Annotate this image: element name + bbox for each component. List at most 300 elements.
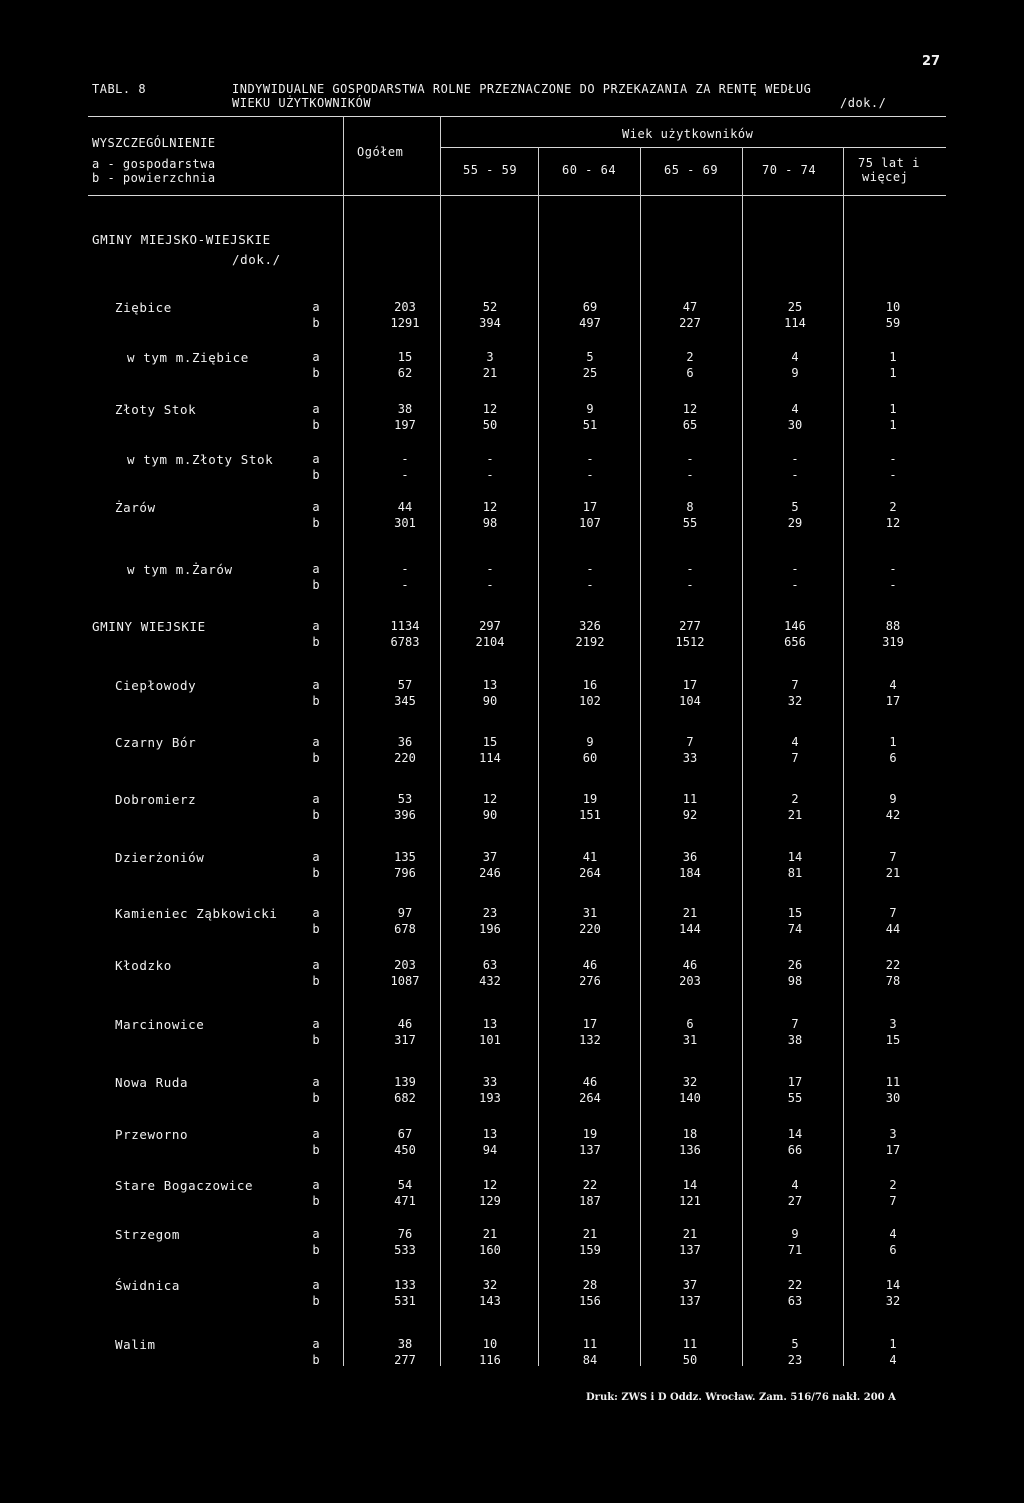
row-indicator-a: a xyxy=(312,1017,320,1031)
row-indicator-a: a xyxy=(312,500,320,514)
table-cell: 60 xyxy=(582,751,598,765)
table-cell: 69 xyxy=(582,300,598,314)
table-cell: - xyxy=(686,452,694,466)
table-cell: 63 xyxy=(787,1294,803,1308)
table-cell: 121 xyxy=(679,1194,701,1208)
row-indicator-b: b xyxy=(312,808,320,822)
table-cell: 197 xyxy=(394,418,416,432)
row-indicator-b: b xyxy=(312,316,320,330)
table-cell: 678 xyxy=(394,922,416,936)
table-cell: 159 xyxy=(579,1243,601,1257)
table-cell: 97 xyxy=(397,906,413,920)
row-label: Marcinowice xyxy=(115,1017,205,1032)
table-cell: 62 xyxy=(397,366,413,380)
table-cell: 7 xyxy=(791,751,799,765)
table-cell: 5 xyxy=(791,500,799,514)
table-cell: 101 xyxy=(479,1033,501,1047)
table-cell: 1087 xyxy=(390,974,420,988)
header-col-75plus-line1: 75 lat i xyxy=(858,156,920,170)
table-cell: 21 xyxy=(682,1227,698,1241)
table-cell: 187 xyxy=(579,1194,601,1208)
table-cell: 46 xyxy=(582,1075,598,1089)
table-cell: 137 xyxy=(679,1294,701,1308)
row-indicator-b: b xyxy=(312,468,320,482)
table-cell: 4 xyxy=(889,1227,897,1241)
table-cell: 7 xyxy=(889,906,897,920)
table-cell: - xyxy=(889,562,897,576)
table-cell: 2 xyxy=(889,1178,897,1192)
table-cell: 184 xyxy=(679,866,701,880)
table-cell: 9 xyxy=(586,402,594,416)
table-cell: - xyxy=(791,578,799,592)
table-cell: 67 xyxy=(397,1127,413,1141)
row-indicator-a: a xyxy=(312,958,320,972)
table-cell: 15 xyxy=(397,350,413,364)
table-cell: 23 xyxy=(482,906,498,920)
table-title-line2: WIEKU UŻYTKOWNIKÓW xyxy=(232,96,372,110)
header-legend-b: b - powierzchnia xyxy=(92,171,216,185)
table-cell: 193 xyxy=(479,1091,501,1105)
row-indicator-b: b xyxy=(312,751,320,765)
table-cell: 12 xyxy=(885,516,901,530)
header-legend-a: a - gospodarstwa xyxy=(92,157,216,171)
row-indicator-b: b xyxy=(312,635,320,649)
page-number: 27 xyxy=(922,54,941,69)
table-cell: 7 xyxy=(791,678,799,692)
row-indicator-a: a xyxy=(312,850,320,864)
row-indicator-b: b xyxy=(312,974,320,988)
table-cell: 497 xyxy=(579,316,601,330)
table-cell: 15 xyxy=(787,906,803,920)
table-title-continued: /dok./ xyxy=(840,96,887,110)
table-cell: 23 xyxy=(787,1353,803,1367)
table-cell: 1 xyxy=(889,350,897,364)
row-label: w tym m.Ziębice xyxy=(127,350,249,365)
table-cell: 132 xyxy=(579,1033,601,1047)
row-indicator-b: b xyxy=(312,1033,320,1047)
row-label: GMINY WIEJSKIE xyxy=(92,619,206,634)
table-cell: - xyxy=(486,562,494,576)
table-cell: 46 xyxy=(682,958,698,972)
table-cell: 5 xyxy=(791,1337,799,1351)
table-cell: 6 xyxy=(889,751,897,765)
table-cell: 6 xyxy=(686,366,694,380)
table-cell: 3 xyxy=(486,350,494,364)
row-label: Przeworno xyxy=(115,1127,189,1142)
table-cell: 160 xyxy=(479,1243,501,1257)
column-separator xyxy=(742,147,743,1366)
table-cell: 27 xyxy=(787,1194,803,1208)
table-cell: 90 xyxy=(482,694,498,708)
table-cell: 28 xyxy=(582,1278,598,1292)
column-separator xyxy=(538,147,539,1366)
table-cell: 38 xyxy=(397,1337,413,1351)
table-cell: 276 xyxy=(579,974,601,988)
table-cell: 71 xyxy=(787,1243,803,1257)
table-cell: 4 xyxy=(791,350,799,364)
header-col-75plus-line2: więcej xyxy=(862,170,909,184)
table-cell: 57 xyxy=(397,678,413,692)
table-cell: 41 xyxy=(582,850,598,864)
row-label: Strzegom xyxy=(115,1227,181,1242)
table-cell: 37 xyxy=(682,1278,698,1292)
table-cell: - xyxy=(791,468,799,482)
table-cell: 22 xyxy=(885,958,901,972)
table-cell: 15 xyxy=(482,735,498,749)
table-cell: 63 xyxy=(482,958,498,972)
table-cell: 4 xyxy=(791,1178,799,1192)
header-col-60-64: 60 - 64 xyxy=(562,163,617,177)
table-cell: 264 xyxy=(579,866,601,880)
table-cell: 9 xyxy=(791,366,799,380)
table-cell: 107 xyxy=(579,516,601,530)
row-indicator-a: a xyxy=(312,906,320,920)
table-cell: 12 xyxy=(482,402,498,416)
table-cell: 14 xyxy=(787,1127,803,1141)
table-cell: 471 xyxy=(394,1194,416,1208)
row-indicator-b: b xyxy=(312,1143,320,1157)
table-cell: 326 xyxy=(579,619,601,633)
row-label: Kamieniec Ząbkowicki xyxy=(115,906,278,921)
row-indicator-a: a xyxy=(312,350,320,364)
table-cell: 94 xyxy=(482,1143,498,1157)
table-cell: 9 xyxy=(889,792,897,806)
table-cell: 78 xyxy=(885,974,901,988)
row-indicator-a: a xyxy=(312,1127,320,1141)
table-cell: 19 xyxy=(582,792,598,806)
row-indicator-b: b xyxy=(312,418,320,432)
table-cell: 18 xyxy=(682,1127,698,1141)
table-cell: - xyxy=(486,452,494,466)
table-cell: 394 xyxy=(479,316,501,330)
column-separator xyxy=(343,116,344,1366)
row-label: w tym m.Żarów xyxy=(127,562,233,577)
table-cell: 55 xyxy=(787,1091,803,1105)
table-cell: 17 xyxy=(582,1017,598,1031)
table-cell: 25 xyxy=(582,366,598,380)
table-cell: 203 xyxy=(394,958,416,972)
table-cell: 151 xyxy=(579,808,601,822)
table-cell: 116 xyxy=(479,1353,501,1367)
table-cell: 297 xyxy=(479,619,501,633)
table-cell: - xyxy=(401,452,409,466)
table-cell: 2 xyxy=(686,350,694,364)
table-cell: 11 xyxy=(885,1075,901,1089)
table-cell: 54 xyxy=(397,1178,413,1192)
table-cell: 144 xyxy=(679,922,701,936)
table-cell: 531 xyxy=(394,1294,416,1308)
table-cell: 12 xyxy=(482,792,498,806)
table-cell: 143 xyxy=(479,1294,501,1308)
table-cell: 8 xyxy=(686,500,694,514)
table-cell: 1 xyxy=(889,366,897,380)
row-label: Walim xyxy=(115,1337,156,1352)
table-cell: 450 xyxy=(394,1143,416,1157)
table-cell: 12 xyxy=(682,402,698,416)
table-cell: 66 xyxy=(787,1143,803,1157)
table-cell: 30 xyxy=(787,418,803,432)
table-cell: - xyxy=(586,468,594,482)
row-indicator-a: a xyxy=(312,402,320,416)
table-cell: 31 xyxy=(582,906,598,920)
table-cell: 301 xyxy=(394,516,416,530)
table-cell: - xyxy=(889,452,897,466)
table-cell: 36 xyxy=(682,850,698,864)
header-age-group: Wiek użytkowników xyxy=(622,127,754,141)
table-cell: 19 xyxy=(582,1127,598,1141)
row-indicator-a: a xyxy=(312,452,320,466)
table-cell: 17 xyxy=(582,500,598,514)
table-cell: 277 xyxy=(679,619,701,633)
table-cell: 1 xyxy=(889,402,897,416)
table-cell: 277 xyxy=(394,1353,416,1367)
table-cell: 156 xyxy=(579,1294,601,1308)
table-cell: 220 xyxy=(394,751,416,765)
table-cell: - xyxy=(791,452,799,466)
table-cell: 32 xyxy=(885,1294,901,1308)
row-label: Nowa Ruda xyxy=(115,1075,189,1090)
header-col-65-69: 65 - 69 xyxy=(664,163,719,177)
table-cell: 1 xyxy=(889,735,897,749)
table-cell: 17 xyxy=(885,1143,901,1157)
table-cell: 7 xyxy=(889,1194,897,1208)
row-indicator-b: b xyxy=(312,694,320,708)
table-cell: 17 xyxy=(787,1075,803,1089)
table-cell: 44 xyxy=(885,922,901,936)
row-indicator-b: b xyxy=(312,1243,320,1257)
table-cell: 13 xyxy=(482,1017,498,1031)
table-cell: 98 xyxy=(787,974,803,988)
table-cell: - xyxy=(686,578,694,592)
table-cell: 21 xyxy=(682,906,698,920)
table-cell: 5 xyxy=(586,350,594,364)
row-indicator-b: b xyxy=(312,1353,320,1367)
row-label: Czarny Bór xyxy=(115,735,197,750)
table-cell: 51 xyxy=(582,418,598,432)
table-cell: 396 xyxy=(394,808,416,822)
header-bottom-rule xyxy=(88,195,946,196)
table-cell: 220 xyxy=(579,922,601,936)
table-cell: 52 xyxy=(482,300,498,314)
row-indicator-a: a xyxy=(312,300,320,314)
table-cell: 92 xyxy=(682,808,698,822)
row-indicator-a: a xyxy=(312,1178,320,1192)
table-cell: 76 xyxy=(397,1227,413,1241)
table-cell: 682 xyxy=(394,1091,416,1105)
row-indicator-a: a xyxy=(312,1075,320,1089)
table-cell: 3 xyxy=(889,1017,897,1031)
table-cell: - xyxy=(401,468,409,482)
section-heading: GMINY MIEJSKO-WIEJSKIE xyxy=(92,232,271,247)
table-cell: 32 xyxy=(787,694,803,708)
table-cell: 17 xyxy=(885,694,901,708)
age-group-rule xyxy=(440,147,946,148)
row-indicator-b: b xyxy=(312,578,320,592)
row-indicator-a: a xyxy=(312,1227,320,1241)
table-cell: 264 xyxy=(579,1091,601,1105)
table-cell: 2 xyxy=(889,500,897,514)
table-cell: 90 xyxy=(482,808,498,822)
table-cell: 22 xyxy=(787,1278,803,1292)
table-cell: 31 xyxy=(682,1033,698,1047)
table-cell: 25 xyxy=(787,300,803,314)
table-cell: 47 xyxy=(682,300,698,314)
table-cell: 203 xyxy=(394,300,416,314)
table-cell: 114 xyxy=(479,751,501,765)
table-cell: 4 xyxy=(791,735,799,749)
table-cell: 14 xyxy=(682,1178,698,1192)
table-cell: 319 xyxy=(882,635,904,649)
table-cell: 16 xyxy=(582,678,598,692)
print-footer: Druk: ZWS i D Oddz. Wrocław. Zam. 516/76 nakł. 200 A xyxy=(586,1392,896,1403)
table-cell: 246 xyxy=(479,866,501,880)
row-indicator-a: a xyxy=(312,1337,320,1351)
table-cell: 345 xyxy=(394,694,416,708)
table-cell: 12 xyxy=(482,500,498,514)
table-cell: 9 xyxy=(586,735,594,749)
table-cell: - xyxy=(486,468,494,482)
table-cell: 21 xyxy=(582,1227,598,1241)
table-cell: 4 xyxy=(791,402,799,416)
header-specification: WYSZCZEGÓLNIENIE xyxy=(92,136,216,150)
table-cell: 139 xyxy=(394,1075,416,1089)
table-cell: 102 xyxy=(579,694,601,708)
table-cell: 533 xyxy=(394,1243,416,1257)
table-cell: - xyxy=(586,562,594,576)
row-indicator-b: b xyxy=(312,1294,320,1308)
table-cell: 114 xyxy=(784,316,806,330)
table-cell: 7 xyxy=(791,1017,799,1031)
row-indicator-a: a xyxy=(312,735,320,749)
table-cell: 29 xyxy=(787,516,803,530)
table-cell: 6 xyxy=(686,1017,694,1031)
table-cell: - xyxy=(401,578,409,592)
table-cell: 44 xyxy=(397,500,413,514)
table-cell: 21 xyxy=(787,808,803,822)
table-cell: 3 xyxy=(889,1127,897,1141)
table-cell: 137 xyxy=(679,1243,701,1257)
table-cell: 4 xyxy=(889,678,897,692)
column-separator xyxy=(640,147,641,1366)
row-label: Kłodzko xyxy=(115,958,172,973)
table-cell: 203 xyxy=(679,974,701,988)
table-cell: 88 xyxy=(885,619,901,633)
section-heading-continued: /dok./ xyxy=(232,252,281,267)
header-top-rule xyxy=(88,116,946,117)
table-cell: 46 xyxy=(582,958,598,972)
row-indicator-a: a xyxy=(312,792,320,806)
table-cell: - xyxy=(889,468,897,482)
table-cell: 12 xyxy=(482,1178,498,1192)
row-indicator-b: b xyxy=(312,1194,320,1208)
column-separator xyxy=(843,147,844,1366)
table-cell: 17 xyxy=(682,678,698,692)
table-cell: 135 xyxy=(394,850,416,864)
table-cell: - xyxy=(586,578,594,592)
table-cell: 32 xyxy=(682,1075,698,1089)
table-cell: 796 xyxy=(394,866,416,880)
table-cell: 432 xyxy=(479,974,501,988)
table-cell: 11 xyxy=(682,792,698,806)
table-cell: 1134 xyxy=(390,619,420,633)
table-cell: 14 xyxy=(885,1278,901,1292)
row-label: Świdnica xyxy=(115,1278,181,1293)
table-cell: - xyxy=(401,562,409,576)
table-cell: 15 xyxy=(885,1033,901,1047)
row-label: Ciepłowody xyxy=(115,678,197,693)
table-cell: 55 xyxy=(682,516,698,530)
table-cell: 21 xyxy=(482,1227,498,1241)
column-separator xyxy=(440,116,441,1366)
table-cell: 11 xyxy=(582,1337,598,1351)
row-indicator-b: b xyxy=(312,1091,320,1105)
row-label: Stare Bogaczowice xyxy=(115,1178,254,1193)
table-cell: - xyxy=(586,452,594,466)
table-cell: 2 xyxy=(791,792,799,806)
header-col-70-74: 70 - 74 xyxy=(762,163,817,177)
table-cell: 42 xyxy=(885,808,901,822)
table-cell: 6783 xyxy=(390,635,420,649)
table-cell: 13 xyxy=(482,1127,498,1141)
header-col-55-59: 55 - 59 xyxy=(463,163,518,177)
row-indicator-a: a xyxy=(312,619,320,633)
row-indicator-a: a xyxy=(312,1278,320,1292)
row-indicator-b: b xyxy=(312,866,320,880)
table-cell: 1 xyxy=(889,418,897,432)
table-cell: 146 xyxy=(784,619,806,633)
table-cell: 1512 xyxy=(675,635,705,649)
table-cell: 46 xyxy=(397,1017,413,1031)
table-cell: 30 xyxy=(885,1091,901,1105)
table-cell: 136 xyxy=(679,1143,701,1157)
table-number: TABL. 8 xyxy=(92,82,147,96)
row-indicator-a: a xyxy=(312,678,320,692)
table-cell: 98 xyxy=(482,516,498,530)
table-cell: 14 xyxy=(787,850,803,864)
table-cell: 13 xyxy=(482,678,498,692)
table-cell: - xyxy=(889,578,897,592)
table-cell: 81 xyxy=(787,866,803,880)
table-cell: - xyxy=(486,578,494,592)
table-cell: 26 xyxy=(787,958,803,972)
header-total: Ogółem xyxy=(357,145,404,159)
table-cell: 129 xyxy=(479,1194,501,1208)
table-cell: 137 xyxy=(579,1143,601,1157)
table-cell: - xyxy=(686,562,694,576)
table-cell: 10 xyxy=(482,1337,498,1351)
row-label: Dzierżoniów xyxy=(115,850,205,865)
table-cell: 1291 xyxy=(390,316,420,330)
table-cell: 53 xyxy=(397,792,413,806)
row-indicator-b: b xyxy=(312,366,320,380)
row-label: Złoty Stok xyxy=(115,402,197,417)
table-cell: 2192 xyxy=(575,635,605,649)
row-label: Dobromierz xyxy=(115,792,197,807)
table-cell: 33 xyxy=(482,1075,498,1089)
table-cell: - xyxy=(686,468,694,482)
table-cell: 21 xyxy=(482,366,498,380)
table-cell: 32 xyxy=(482,1278,498,1292)
table-cell: 38 xyxy=(787,1033,803,1047)
table-cell: 10 xyxy=(885,300,901,314)
table-cell: 196 xyxy=(479,922,501,936)
table-cell: 37 xyxy=(482,850,498,864)
table-cell: - xyxy=(791,562,799,576)
row-label: Żarów xyxy=(115,500,156,515)
table-cell: 74 xyxy=(787,922,803,936)
table-title-line1: INDYWIDUALNE GOSPODARSTWA ROLNE PRZEZNACZONE DO PRZEKAZANIA ZA RENTĘ WEDŁUG xyxy=(232,82,812,96)
table-cell: 36 xyxy=(397,735,413,749)
